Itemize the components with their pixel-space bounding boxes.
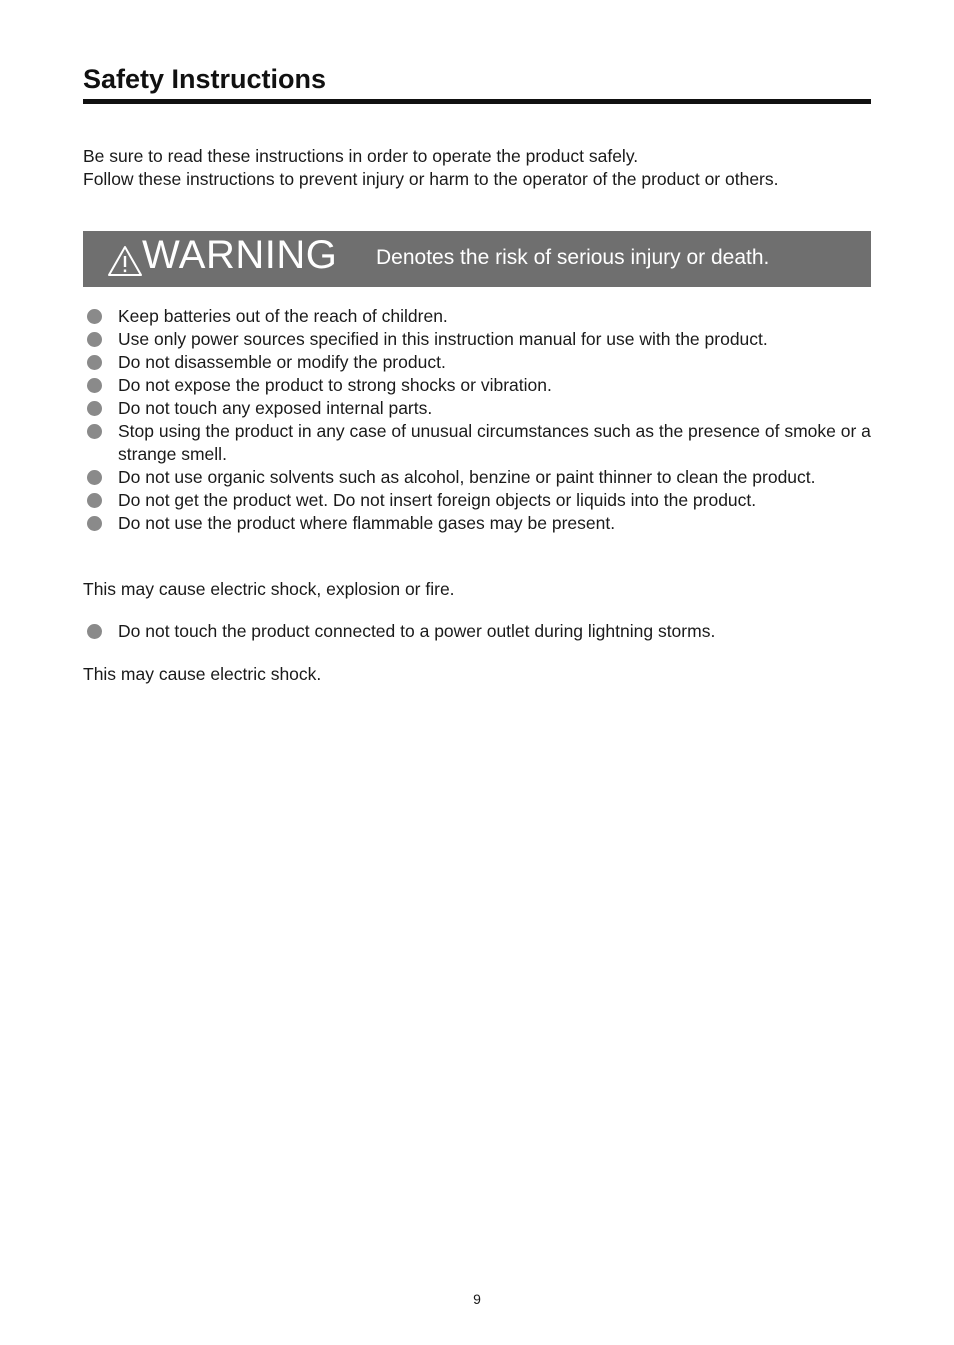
lightning-warning-list	[83, 620, 873, 643]
list-item	[83, 351, 873, 374]
list-item-text: Do not expose the product to strong shocks or vibration.	[118, 375, 552, 395]
list-item-text: Do not touch any exposed internal parts.	[118, 398, 433, 418]
page-title: Safety Instructions	[83, 64, 327, 94]
bullet-icon	[87, 401, 102, 416]
list-item-text: Keep batteries out of the reach of children.	[118, 306, 448, 326]
bullet-icon	[87, 332, 102, 347]
warning-description: Denotes the risk of serious injury or death.	[376, 246, 770, 269]
bullet-icon	[87, 470, 102, 485]
list-item-text: Do not get the product wet. Do not insert foreign objects or liquids into the product.	[118, 490, 757, 510]
title-underline	[83, 99, 871, 104]
warning-triangle-icon	[107, 245, 143, 277]
bullet-icon	[87, 516, 102, 531]
bullet-icon	[87, 378, 102, 393]
list-item-text: Use only power sources specified in this instruction manual for use with the product.	[118, 329, 768, 349]
list-item	[83, 420, 873, 466]
warning-heading: WARNING	[142, 233, 338, 277]
list-item	[83, 620, 873, 643]
warning-banner	[83, 231, 871, 287]
page-number: 9	[473, 1291, 481, 1307]
bullet-icon	[87, 309, 102, 324]
list-item-text: Do not disassemble or modify the product.	[118, 352, 446, 372]
list-item	[83, 466, 873, 489]
list-item	[83, 374, 873, 397]
bullet-icon	[87, 624, 102, 639]
list-item	[83, 397, 873, 420]
bullet-icon	[87, 424, 102, 439]
list-item-text: Stop using the product in any case of unusual circumstances such as the presence of smoke or a strange smell.	[118, 421, 871, 464]
list-item-text: Do not use the product where flammable gases may be present.	[118, 513, 616, 533]
intro-text	[83, 145, 883, 191]
bullet-icon	[87, 493, 102, 508]
warning-list	[83, 305, 873, 535]
consequence-text: This may cause electric shock, explosion or fire.	[83, 579, 455, 599]
list-item-text: Do not touch the product connected to a power outlet during lightning storms.	[118, 621, 716, 641]
list-item	[83, 512, 873, 535]
bullet-icon	[87, 355, 102, 370]
intro-line: Be sure to read these instructions in order to operate the product safely.	[83, 146, 639, 166]
list-item	[83, 305, 873, 328]
list-item	[83, 328, 873, 351]
intro-line: Follow these instructions to prevent injury or harm to the operator of the product or others.	[83, 169, 779, 189]
list-item-text: Do not use organic solvents such as alcohol, benzine or paint thinner to clean the product.	[118, 467, 816, 487]
list-item	[83, 489, 873, 512]
consequence-text: This may cause electric shock.	[83, 664, 322, 684]
